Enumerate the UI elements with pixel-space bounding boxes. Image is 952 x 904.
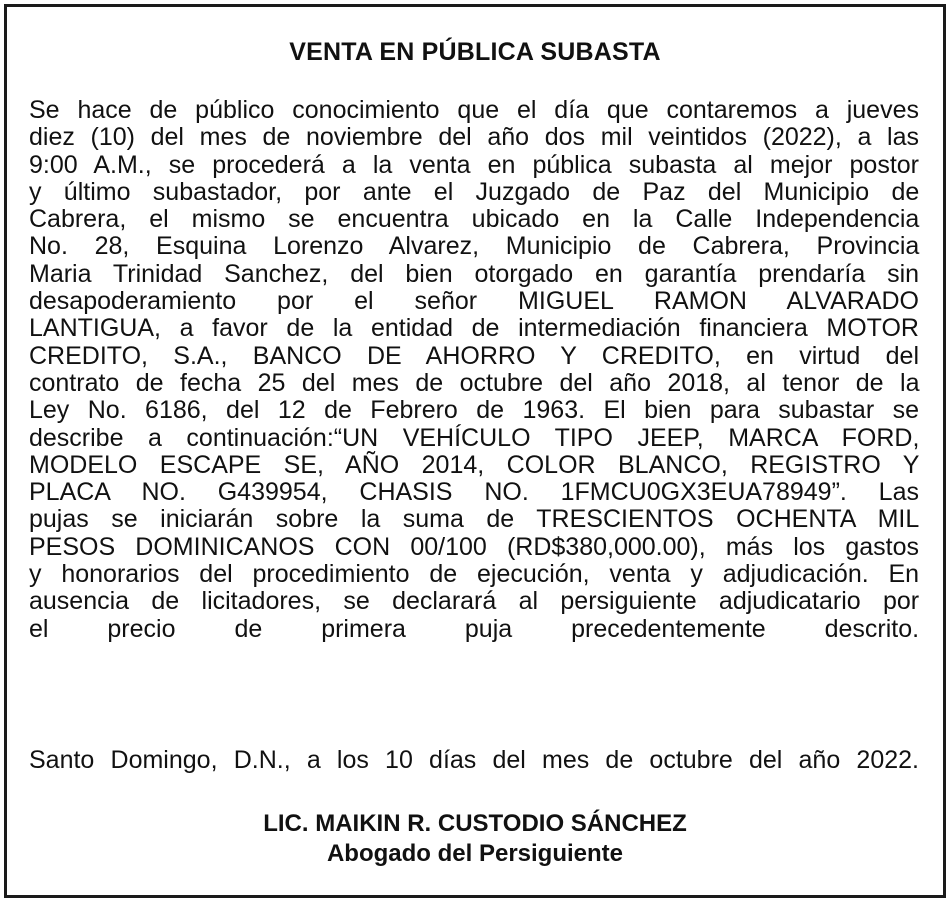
- body-line: y honorarios del procedimiento de ejecución, venta y adjudicación. En: [29, 560, 920, 589]
- body-line: Cabrera, el mismo se encuentra ubicado en la Calle Independencia: [29, 205, 920, 234]
- signatory-name: LIC. MAIKIN R. CUSTODIO SÁNCHEZ: [263, 810, 687, 837]
- body-line: Maria Trinidad Sanchez, del bien otorgado en garantía prendaría sin: [29, 259, 920, 288]
- body-line: 9:00 A.M., se procederá a la venta en pública subasta al mejor postor: [29, 150, 919, 179]
- dateline: Santo Domingo, D.N., a los 10 días del mes de octubre del año 2022.: [29, 746, 919, 774]
- body-line: CREDITO, S.A., BANCO DE AHORRO Y CREDITO, en virtud del: [29, 341, 919, 370]
- body-line: contrato de fecha 25 del mes de octubre del año 2018, al tenor de la: [29, 368, 920, 397]
- body-line: desapoderamiento por el señor MIGUEL RAMON ALVARADO: [29, 287, 919, 316]
- body-line: Se hace de público conocimiento que el día que contaremos a jueves: [29, 96, 919, 124]
- body-line: No. 28, Esquina Lorenzo Alvarez, Municipio de Cabrera, Provincia: [29, 232, 920, 261]
- signature-block: [7, 809, 943, 869]
- body-line: el precio de primera puja precedentemente descrito.: [29, 614, 920, 643]
- body-line: PESOS DOMINICANOS CON 00/100 (RD$380,000.00), más los gastos: [29, 532, 919, 561]
- notice-body: [29, 97, 919, 643]
- body-line: LANTIGUA, a favor de la entidad de intermediación financiera MOTOR: [29, 314, 919, 343]
- body-line: pujas se iniciarán sobre la suma de TRESCIENTOS OCHENTA MIL: [29, 505, 920, 534]
- body-line: Ley No. 6186, del 12 de Febrero de 1963. El bien para subastar se: [29, 396, 919, 425]
- body-line: MODELO ESCAPE SE, AÑO 2014, COLOR BLANCO, REGISTRO Y: [29, 450, 920, 479]
- body-line: PLACA NO. G439954, CHASIS NO. 1FMCU0GX3EUA78949”. Las: [29, 478, 919, 507]
- signatory-role: Abogado del Persiguiente: [326, 840, 624, 867]
- body-line: y último subastador, por ante el Juzgado de Paz del Municipio de: [29, 177, 920, 206]
- body-line: describe a continuación:“UN VEHÍCULO TIPO JEEP, MARCA FORD,: [29, 423, 920, 452]
- notice-title: VENTA EN PÚBLICA SUBASTA: [289, 38, 661, 66]
- body-line: diez (10) del mes de noviembre del año dos mil veintidos (2022), a las: [29, 123, 919, 152]
- legal-notice: [4, 4, 946, 898]
- body-line: ausencia de licitadores, se declarará al persiguiente adjudicatario por: [29, 587, 920, 616]
